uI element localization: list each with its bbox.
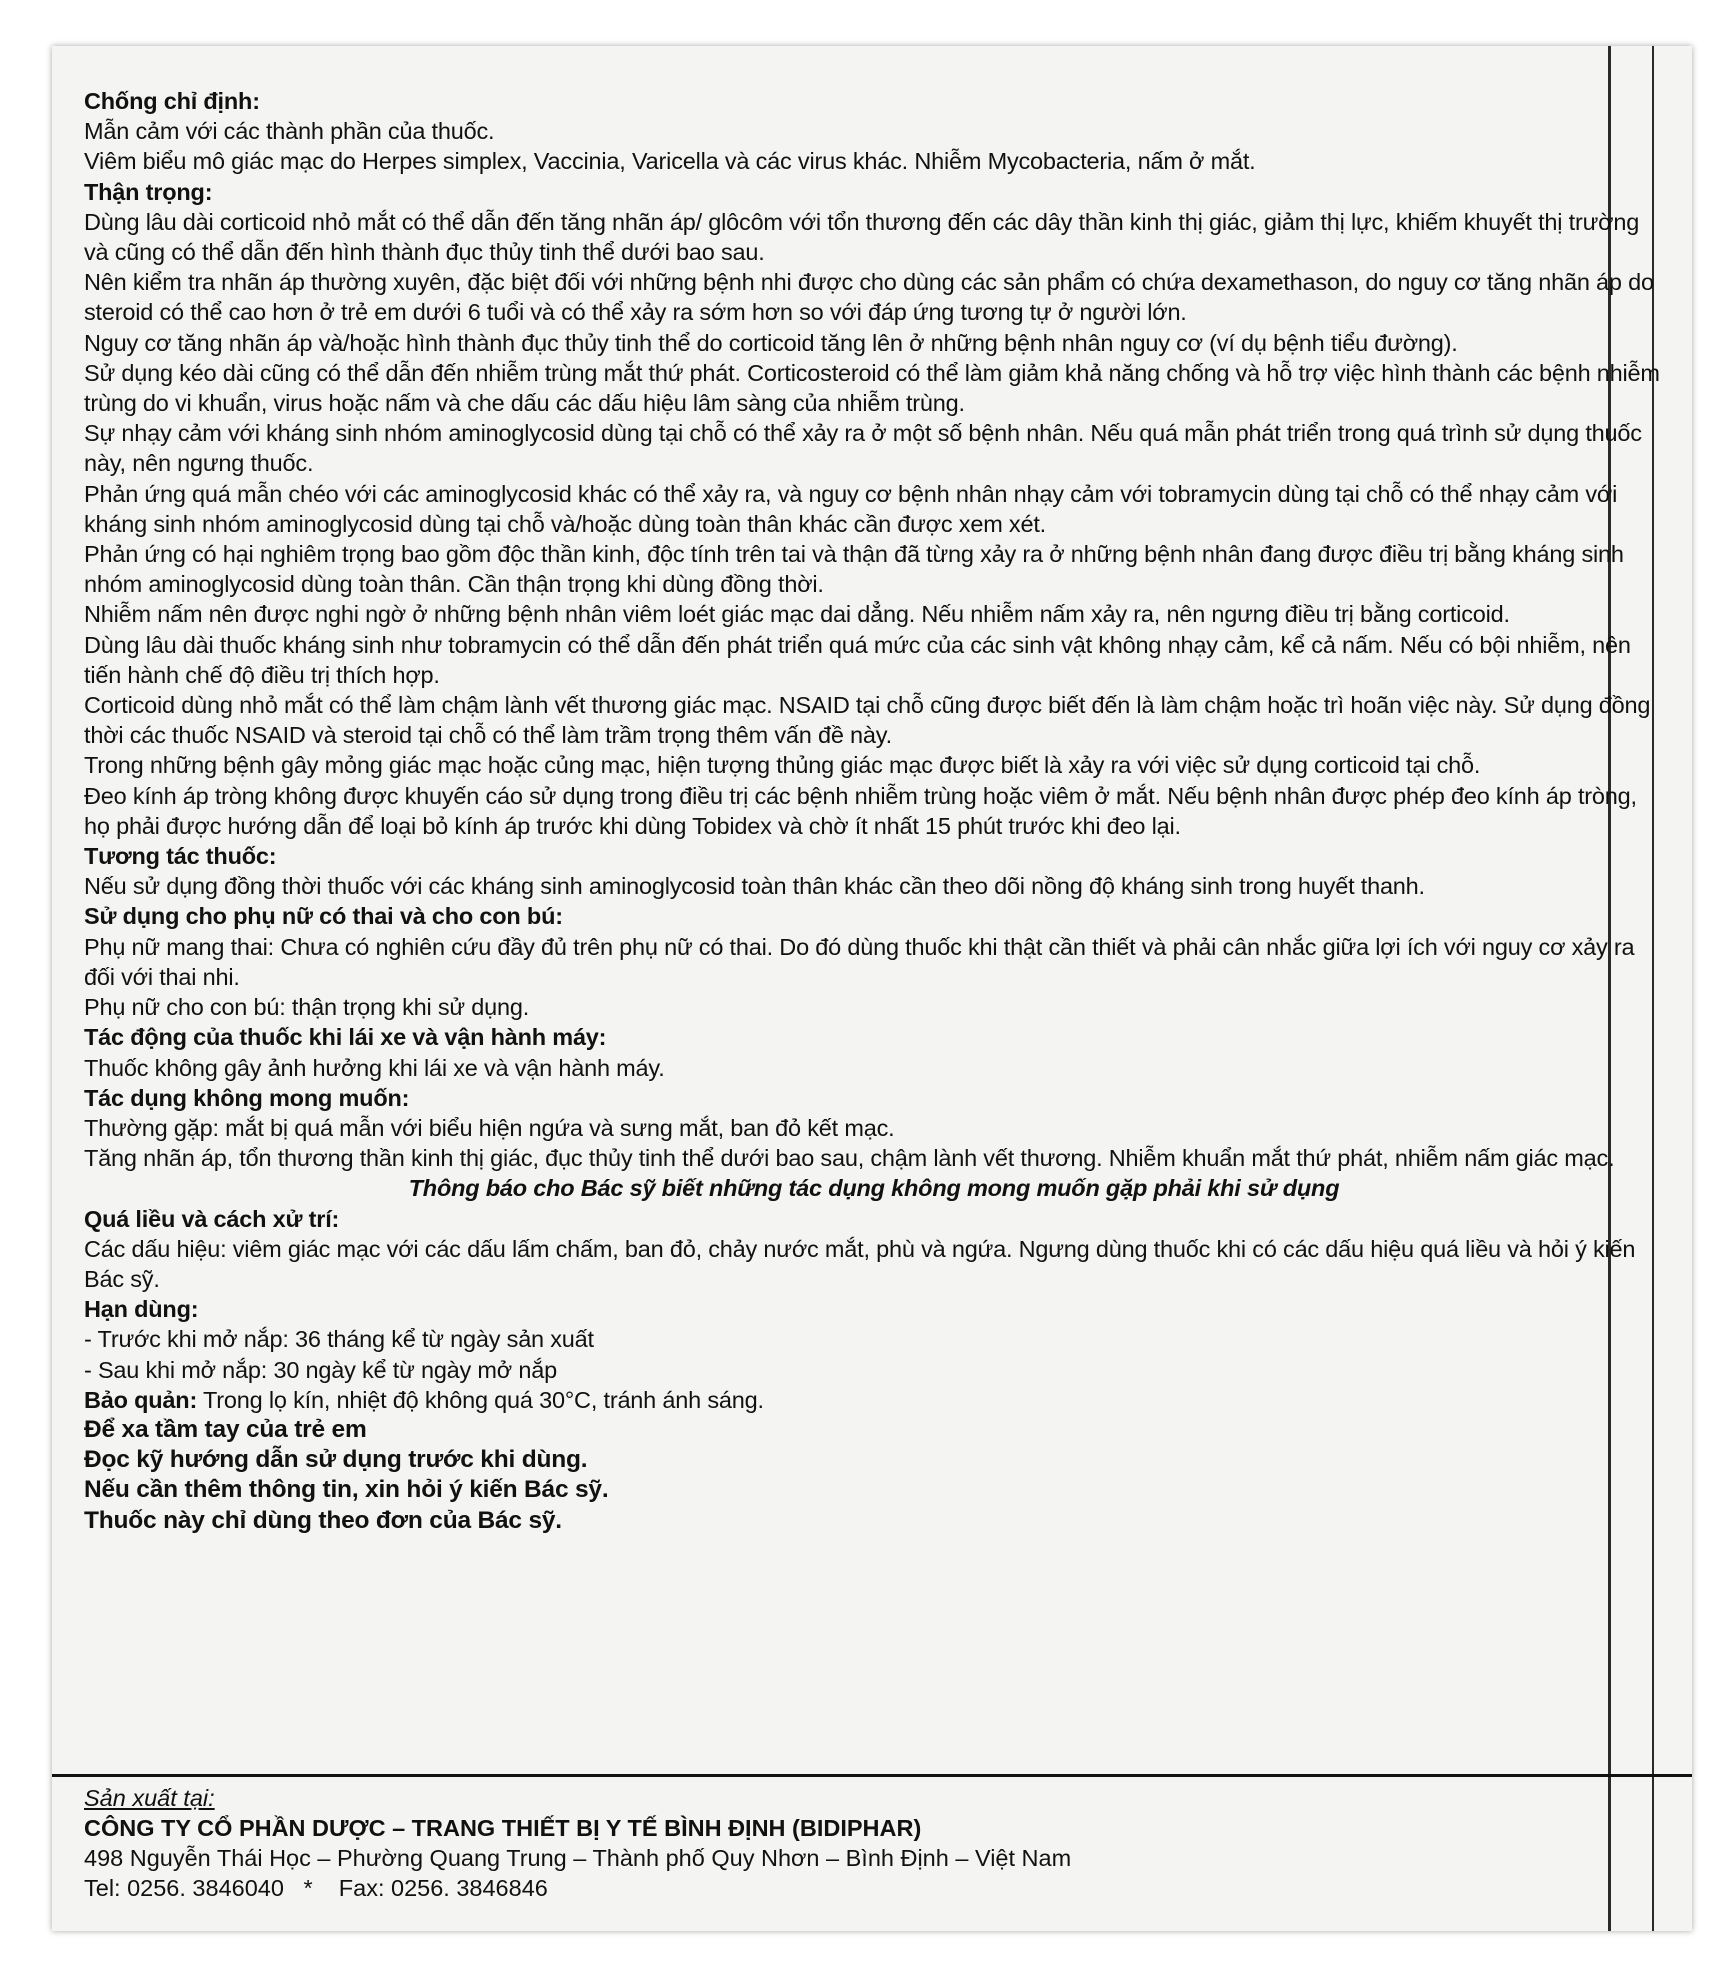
section-title-contraindications: Chống chỉ định: <box>84 88 260 114</box>
text-line: Phụ nữ mang thai: Chưa có nghiên cứu đầy đủ trên phụ nữ có thai. Do đó dùng thuốc khi thật cần thiết và phải cân nhắc giữa lợi ích với nguy cơ xảy ra đối với thai nhi. <box>84 933 1635 990</box>
warning-line: Để xa tầm tay của trẻ em <box>84 1415 367 1443</box>
text-line: Mẫn cảm với các thành phần của thuốc. <box>84 118 495 145</box>
warning-line: Thuốc này chỉ dùng theo đơn của Bác sỹ. <box>84 1506 562 1534</box>
precaution-paragraph: Dùng lâu dài thuốc kháng sinh như tobramycin có thể dẫn đến phát triển quá mức của các sinh vật không nhạy cảm, kể cả nấm. Nếu có bội nhiễm, nên tiến hành chế độ điều trị thích hợp. <box>84 631 1631 688</box>
precaution-paragraph: Phản ứng có hại nghiêm trọng bao gồm độc thần kinh, độc tính trên tai và thận đã từng xảy ra ở những bệnh nhân đang được điều trị bằng kháng sinh nhóm aminoglycosid dùng toàn thân. Cần thận trọng khi dùng đồng thời. <box>84 541 1624 598</box>
storage-text: Trong lọ kín, nhiệt độ không quá 30°C, tránh ánh sáng. <box>197 1386 764 1413</box>
text-line: Nếu sử dụng đồng thời thuốc với các kháng sinh aminoglycosid toàn thân khác cần theo dõi nồng độ kháng sinh trong huyết thanh. <box>84 873 1425 900</box>
text-line: Thuốc không gây ảnh hưởng khi lái xe và vận hành máy. <box>84 1054 665 1081</box>
section-title-precautions: Thận trọng: <box>84 178 213 205</box>
warning-line: Nếu cần thêm thông tin, xin hỏi ý kiến Bác sỹ. <box>84 1476 609 1504</box>
text-line: - Trước khi mở nắp: 36 tháng kể từ ngày sản xuất <box>84 1326 594 1353</box>
section-title-overdose: Quá liều và cách xử trí: <box>84 1205 340 1232</box>
section-title-driving: Tác động của thuốc khi lái xe và vận hành máy: <box>84 1024 607 1051</box>
section-title-shelf-life: Hạn dùng: <box>84 1296 199 1323</box>
text-line: Viêm biểu mô giác mạc do Herpes simplex, Vaccinia, Varicella và các virus khác. Nhiễm Mycobacteria, nấm ở mắt. <box>84 148 1256 175</box>
company-contact: Tel: 0256. 3846040 * Fax: 0256. 3846846 <box>84 1875 548 1901</box>
text-line: Thường gặp: mắt bị quá mẫn với biểu hiện ngứa và sưng mắt, ban đỏ kết mạc. <box>84 1114 895 1141</box>
precaution-paragraph: Sự nhạy cảm với kháng sinh nhóm aminoglycosid dùng tại chỗ có thể xảy ra ở một số bệnh nhân. Nếu quá mẫn phát triển trong quá trình sử dụng thuốc này, nên ngưng thuốc. <box>84 420 1642 477</box>
precaution-paragraph: Trong những bệnh gây mỏng giác mạc hoặc củng mạc, hiện tượng thủng giác mạc được biết là xảy ra với việc sử dụng corticoid tại chỗ. <box>84 752 1481 779</box>
precaution-paragraph: Đeo kính áp tròng không được khuyến cáo sử dụng trong điều trị các bệnh nhiễm trùng hoặc viêm ở mắt. Nếu bệnh nhân được phép đeo kính áp tròng, họ phải được hướng dẫn để loại bỏ kính áp trước khi dùng Tobidex và chờ ít nhất 15 phút trước khi đeo lại. <box>84 782 1637 839</box>
made-at-label: Sản xuất tại: <box>84 1785 215 1811</box>
footer-divider <box>52 1774 1692 1777</box>
company-address: 498 Nguyễn Thái Học – Phường Quang Trung – Thành phố Quy Nhơn – Bình Định – Việt Nam <box>84 1845 1072 1871</box>
section-title-storage: Bảo quản: <box>84 1386 198 1413</box>
precaution-paragraph: Nguy cơ tăng nhãn áp và/hoặc hình thành đục thủy tinh thể do corticoid tăng lên ở những bệnh nhân nguy cơ (ví dụ bệnh tiểu đường). <box>84 329 1458 356</box>
leaflet-body <box>84 86 1664 1536</box>
section-title-adverse: Tác dụng không mong muốn: <box>84 1084 410 1111</box>
warning-line: Đọc kỹ hướng dẫn sử dụng trước khi dùng. <box>84 1446 588 1474</box>
section-title-pregnancy: Sử dụng cho phụ nữ có thai và cho con bú: <box>84 903 563 930</box>
text-line: - Sau khi mở nắp: 30 ngày kể từ ngày mở nắp <box>84 1356 557 1383</box>
adverse-notice: Thông báo cho Bác sỹ biết những tác dụng không mong muốn gặp phải khi sử dụng <box>408 1175 1340 1202</box>
company-name: CÔNG TY CỔ PHẦN DƯỢC – TRANG THIẾT BỊ Y TẾ BÌNH ĐỊNH (BIDIPHAR) <box>84 1815 922 1841</box>
precaution-paragraph: Nên kiểm tra nhãn áp thường xuyên, đặc biệt đối với những bệnh nhi được cho dùng các sản phẩm có chứa dexamethason, do nguy cơ tăng nhãn áp do steroid có thể cao hơn ở trẻ em dưới 6 tuổi và có thể xảy ra sớm hơn so với đáp ứng tương tự ở người lớn. <box>84 269 1654 326</box>
storage-line <box>84 1385 1664 1415</box>
precaution-paragraph: Phản ứng quá mẫn chéo với các aminoglycosid khác có thể xảy ra, và nguy cơ bệnh nhân nhạy cảm với tobramycin dùng tại chỗ có thể nhạy cảm với kháng sinh nhóm aminoglycosid dùng tại chỗ và/hoặc dùng toàn thân khác cần được xem xét. <box>84 480 1618 537</box>
section-title-interactions: Tương tác thuốc: <box>84 843 277 870</box>
precaution-paragraph: Dùng lâu dài corticoid nhỏ mắt có thể dẫn đến tăng nhãn áp/ glôcôm với tổn thương đến các dây thần kinh thị giác, giảm thị lực, khiếm khuyết thị trường và cũng có thể dẫn đến hình thành đục thủy tinh thể dưới bao sau. <box>84 208 1640 266</box>
text-line: Tăng nhãn áp, tổn thương thần kinh thị giác, đục thủy tinh thể dưới bao sau, chậm lành vết thương. Nhiễm khuẩn mắt thứ phát, nhiễm nấm giác mạc. <box>84 1145 1615 1172</box>
precaution-paragraph: Nhiễm nấm nên được nghi ngờ ở những bệnh nhân viêm loét giác mạc dai dẳng. Nếu nhiễm nấm xảy ra, nên ngưng điều trị bằng corticoid. <box>84 601 1510 628</box>
precaution-paragraph: Sử dụng kéo dài cũng có thể dẫn đến nhiễm trùng mắt thứ phát. Corticosteroid có thể làm giảm khả năng chống và hỗ trợ việc hình thành các bệnh nhiễm trùng do vi khuẩn, virus hoặc nấm và che dấu các dấu hiệu lâm sàng của nhiễm trùng. <box>84 359 1660 417</box>
leaflet-page <box>52 46 1692 1931</box>
precaution-paragraph: Corticoid dùng nhỏ mắt có thể làm chậm lành vết thương giác mạc. NSAID tại chỗ cũng được biết đến là làm chậm hoặc trì hoãn việc này. Sử dụng đồng thời các thuốc NSAID và steroid tại chỗ có thể làm trầm trọng thêm vấn đề này. <box>84 692 1651 749</box>
text-line: Các dấu hiệu: viêm giác mạc với các dấu lấm chấm, ban đỏ, chảy nước mắt, phù và ngứa. Ngưng dùng thuốc khi có các dấu hiệu quá liều và hỏi ý kiến Bác sỹ. <box>84 1235 1636 1292</box>
text-line: Phụ nữ cho con bú: thận trọng khi sử dụng. <box>84 994 530 1021</box>
manufacturer-footer <box>84 1783 1644 1903</box>
